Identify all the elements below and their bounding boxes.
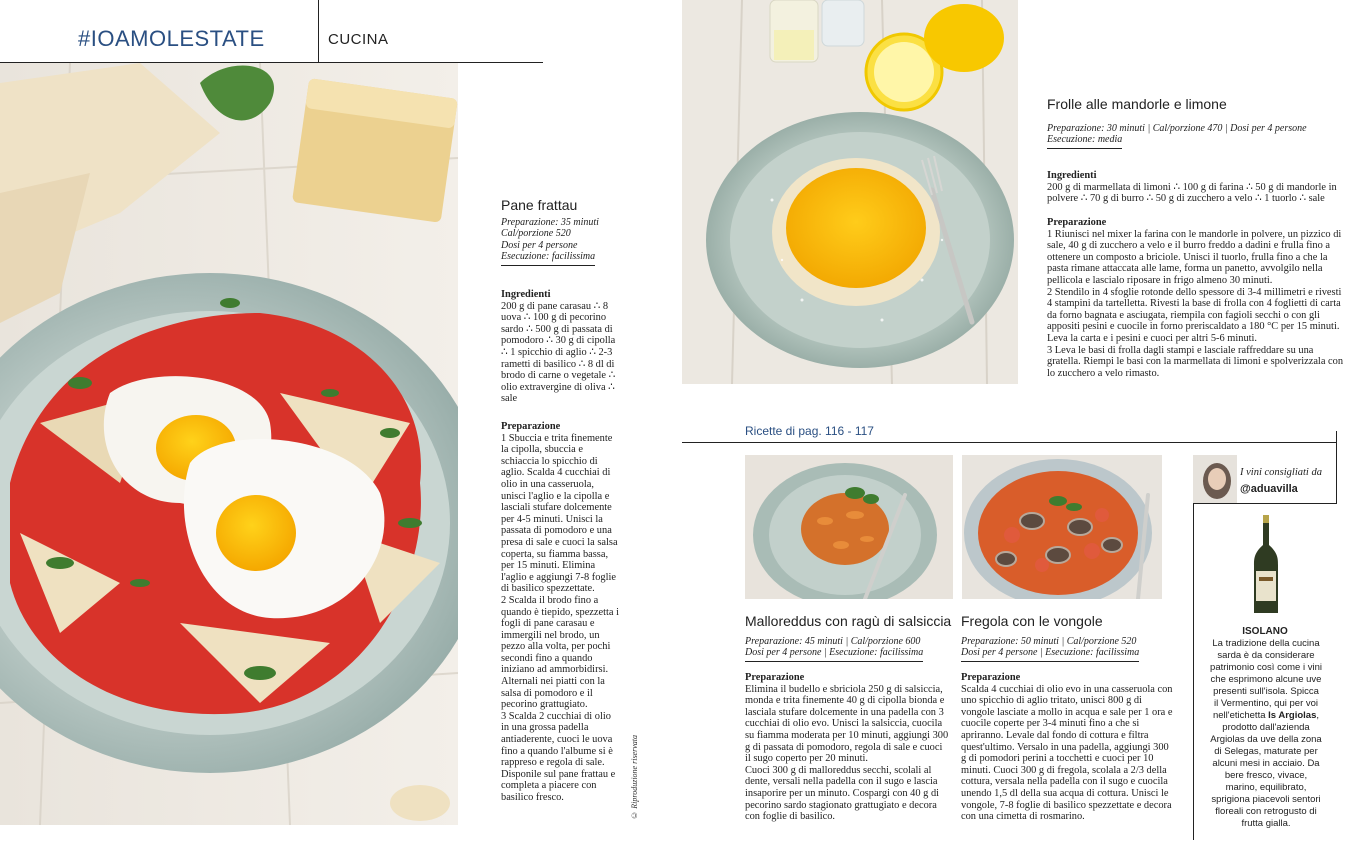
frolle-preparation — [1047, 217, 1345, 379]
meta-line: Dosi per 4 persone | Esecuzione: facilissima — [745, 647, 923, 661]
meta-line: Preparazione: 45 minuti | Cal/porzione 600 — [745, 636, 921, 647]
malloreddus-photo — [745, 455, 953, 599]
header-divider — [318, 0, 319, 62]
wine-handle: @aduavilla — [1240, 483, 1298, 495]
preparation-text: 1 Sbuccia e trita finemente la cipolla, sbuccia e schiaccia lo spicchio di aglio. Scalda 4 cucchiai di olio in una casseruola, unisci l'aglio e la cipolla e lasciali stufare dolcemente per 4-5 minuti. Unisci la passata di pomodoro e una presa di sale e cuoci la salsa coperta, su fiamma bassa, per 15 minuti. Elimina l'aglio e aggiungi 7-8 foglie di basilico spezzettate. 2 Scalda il brodo fino a quando è tiepido, spezzetta i fogli di pane carasau e immergili nel brodo, un pezzo alla volta, per pochi secondi fino a quando iniziano ad ammorbidirsi. Alternali nei piatti con la salsa di pomodoro e il pecorino grattugiato. 3 Scalda 2 cucchiai di olio in una grossa padella antiaderente, cuoci le uova fino a quando l'albume si è rappreso e regola di sale. Disponile sul pane frattau e completa a piacere con basilico fresco. — [501, 432, 620, 803]
wine-name: ISOLANO — [1242, 626, 1288, 637]
meta-line: Cal/porzione 520 — [501, 228, 571, 240]
malloreddus-illustration — [745, 455, 953, 599]
ingredients-text: 200 g di marmellata di limoni ∴ 100 g di farina ∴ 50 g di mandorle in polvere ∴ 70 g di burro ∴ 50 g di zucchero a velo ∴ 1 tuorlo ∴ sale — [1047, 181, 1337, 205]
ingredients-heading: Ingredienti — [501, 289, 551, 300]
avatar — [1193, 455, 1237, 503]
frolle-photo — [682, 0, 1018, 384]
preparation-text: Elimina il budello e sbriciola 250 g di salsiccia, monda e trita finemente 40 g di cipolla bionda e lasciala stufare dolcemente in una padella con 3 cucchiai di olio evo. Unisci la salsiccia, cuocila su fiamma moderata per 10 minuti, aggiungi 300 g di passata di pomodoro, regola di sale e cuoci il sugo coperto per 20 minuti. Cuoci 300 g di malloreddus secchi, scolali al dente, versali nella padella con il sugo e lascia insaporire per un minuto. Cospargi con 40 g di pecorino sardo stagionato grattugiato e decora con foglie di basilico. — [745, 683, 949, 823]
copyright-credit: © Riproduzione riservata — [630, 735, 639, 820]
meta-line: Preparazione: 30 minuti | Cal/porzione 470 | Dosi per 4 persone — [1047, 123, 1307, 134]
preparation-heading: Preparazione — [961, 672, 1021, 683]
fregola-title: Fregola con le vongole — [961, 613, 1103, 629]
preparation-heading: Preparazione — [745, 672, 805, 683]
ingredients-heading: Ingredienti — [1047, 170, 1097, 181]
fregola-photo — [962, 455, 1162, 599]
meta-line: Preparazione: 50 minuti | Cal/porzione 520 — [961, 636, 1137, 647]
fregola-preparation — [961, 672, 1173, 823]
frolle-meta — [1047, 123, 1307, 149]
ingredients-text: 200 g di pane carasau ∴ 8 uova ∴ 100 g di pecorino sardo ∴ 500 g di passata di pomodoro ∴ 30 g di cipolla ∴ 1 spicchio di aglio ∴ 2-3 rametti di basilico ∴ 8 dl di brodo di carne o vegetale ∴ olio extravergine di oliva ∴ sale — [501, 300, 616, 405]
section-label: CUCINA — [328, 31, 389, 48]
wine-box-top-rule — [1193, 503, 1337, 504]
meta-line: Dosi per 4 persone | Esecuzione: facilissima — [961, 647, 1139, 661]
fregola-illustration — [962, 455, 1162, 599]
avatar-portrait — [1193, 455, 1237, 503]
wine-box-left-rule — [1193, 455, 1194, 840]
preparation-text: Scalda 4 cucchiai di olio evo in una casseruola con uno spicchio di aglio tritato, unisci 800 g di vongole lasciate a mollo in acqua e sale per 1 ora e cuocile coperte per 3-4 minuti fino a che si apriranno. Levale dal fondo di cottura e filtra quest'ultimo. Versalo in una padella, aggiungi 300 g di pomodori perini a tocchetti e cuoci per 10 minuti. Cuoci 300 g di fregola, scolala a 2/3 della cottura, versala nella padella con il sugo e cuocila unendo 1,5 dl della sua acqua di cottura. Unisci le vongole, 7-8 foglie di basilico spezzettate e decora con una cimetta di rosmarino. — [961, 683, 1173, 823]
meta-line: Dosi per 4 persone — [501, 239, 578, 251]
preparation-heading: Preparazione — [501, 421, 561, 432]
wine-box-right-rule — [1336, 431, 1337, 503]
frolle-ingredients — [1047, 170, 1345, 205]
pane-frattau-title: Pane frattau — [501, 197, 578, 213]
malloreddus-title: Malloreddus con ragù di salsiccia — [745, 613, 952, 629]
malloreddus-preparation — [745, 672, 950, 823]
section-rule — [682, 442, 1337, 443]
section-hashtag — [78, 26, 265, 52]
preparation-heading: Preparazione — [1047, 217, 1107, 228]
malloreddus-meta — [745, 636, 923, 662]
wine-bottle-icon — [1252, 515, 1280, 615]
section-pages-label: Ricette di pag. 116 - 117 — [745, 424, 874, 438]
frolle-title: Frolle alle mandorle e limone — [1047, 96, 1227, 112]
pane-frattau-preparation — [501, 421, 619, 804]
preparation-text: 1 Riunisci nel mixer la farina con le mandorle in polvere, un pizzico di sale, 40 g di zucchero a velo e il burro freddo a dadini e frulla fino a ottenere un composto a briciole. Unisci il tuorlo, frulla fino a che la pasta rimane attaccata alle lame, forma un panetto, avvolgilo nella pellicola e lascialo riposare in frigo almeno 30 minuti. 2 Stendilo in 4 sfoglie rotonde dello spessore di 3-4 millimetri e rivesti 4 stampini da tartelletta. Rivesti la base di frolla con 4 foglietti di carta da forno bagnata e asciugata, riempila con fagioli secchi o con gli appositi pesini e cuocile in forno preriscaldato a 180 °C per 15 minuti. Leva la carta e i pesini e cuoci per altri 5-6 minuti. 3 Leva le basi di frolla dagli stampi e lasciale raffreddare su una gratella. Riempi le basi con la marmellata di limoni e spolverizzala con lo zucchero a velo rimasto. — [1047, 228, 1344, 379]
wine-label-name: Is Argiolas — [1268, 710, 1317, 721]
frolle-illustration — [682, 0, 1018, 384]
meta-line: Preparazione: 35 minuti — [501, 217, 599, 228]
pane-frattau-meta — [501, 217, 599, 266]
hashtag-prefix: #IOAMO — [78, 26, 167, 51]
meta-line: Esecuzione: facilissima — [501, 251, 595, 265]
wine-intro: I vini consigliati da — [1240, 467, 1322, 478]
wine-description-text: , prodotto dall'azienda Argiolas da uve della zona di Selegas, maturate per alcuni mesi in acciaio. Da bere fresco, vivace, marino, equilibrato, sprigiona piacevoli sentori floreali con retrogusto di frutta gialla. — [1210, 710, 1322, 829]
wine-description-text: La tradizione della cucina sarda è da considerare patrimonio così come i vini che esprimono alcune uve presenti sull'isola. Spicca il Vermentino, qui per voi nell'etichetta — [1210, 638, 1322, 721]
wine-description — [1210, 638, 1322, 830]
meta-line: Esecuzione: media — [1047, 134, 1122, 148]
pane-frattau-illustration — [0, 63, 458, 825]
fregola-meta — [961, 636, 1139, 662]
pane-frattau-photo — [0, 63, 458, 825]
pane-frattau-ingredients — [501, 289, 619, 405]
hashtag-suffix: LESTATE — [166, 26, 265, 51]
